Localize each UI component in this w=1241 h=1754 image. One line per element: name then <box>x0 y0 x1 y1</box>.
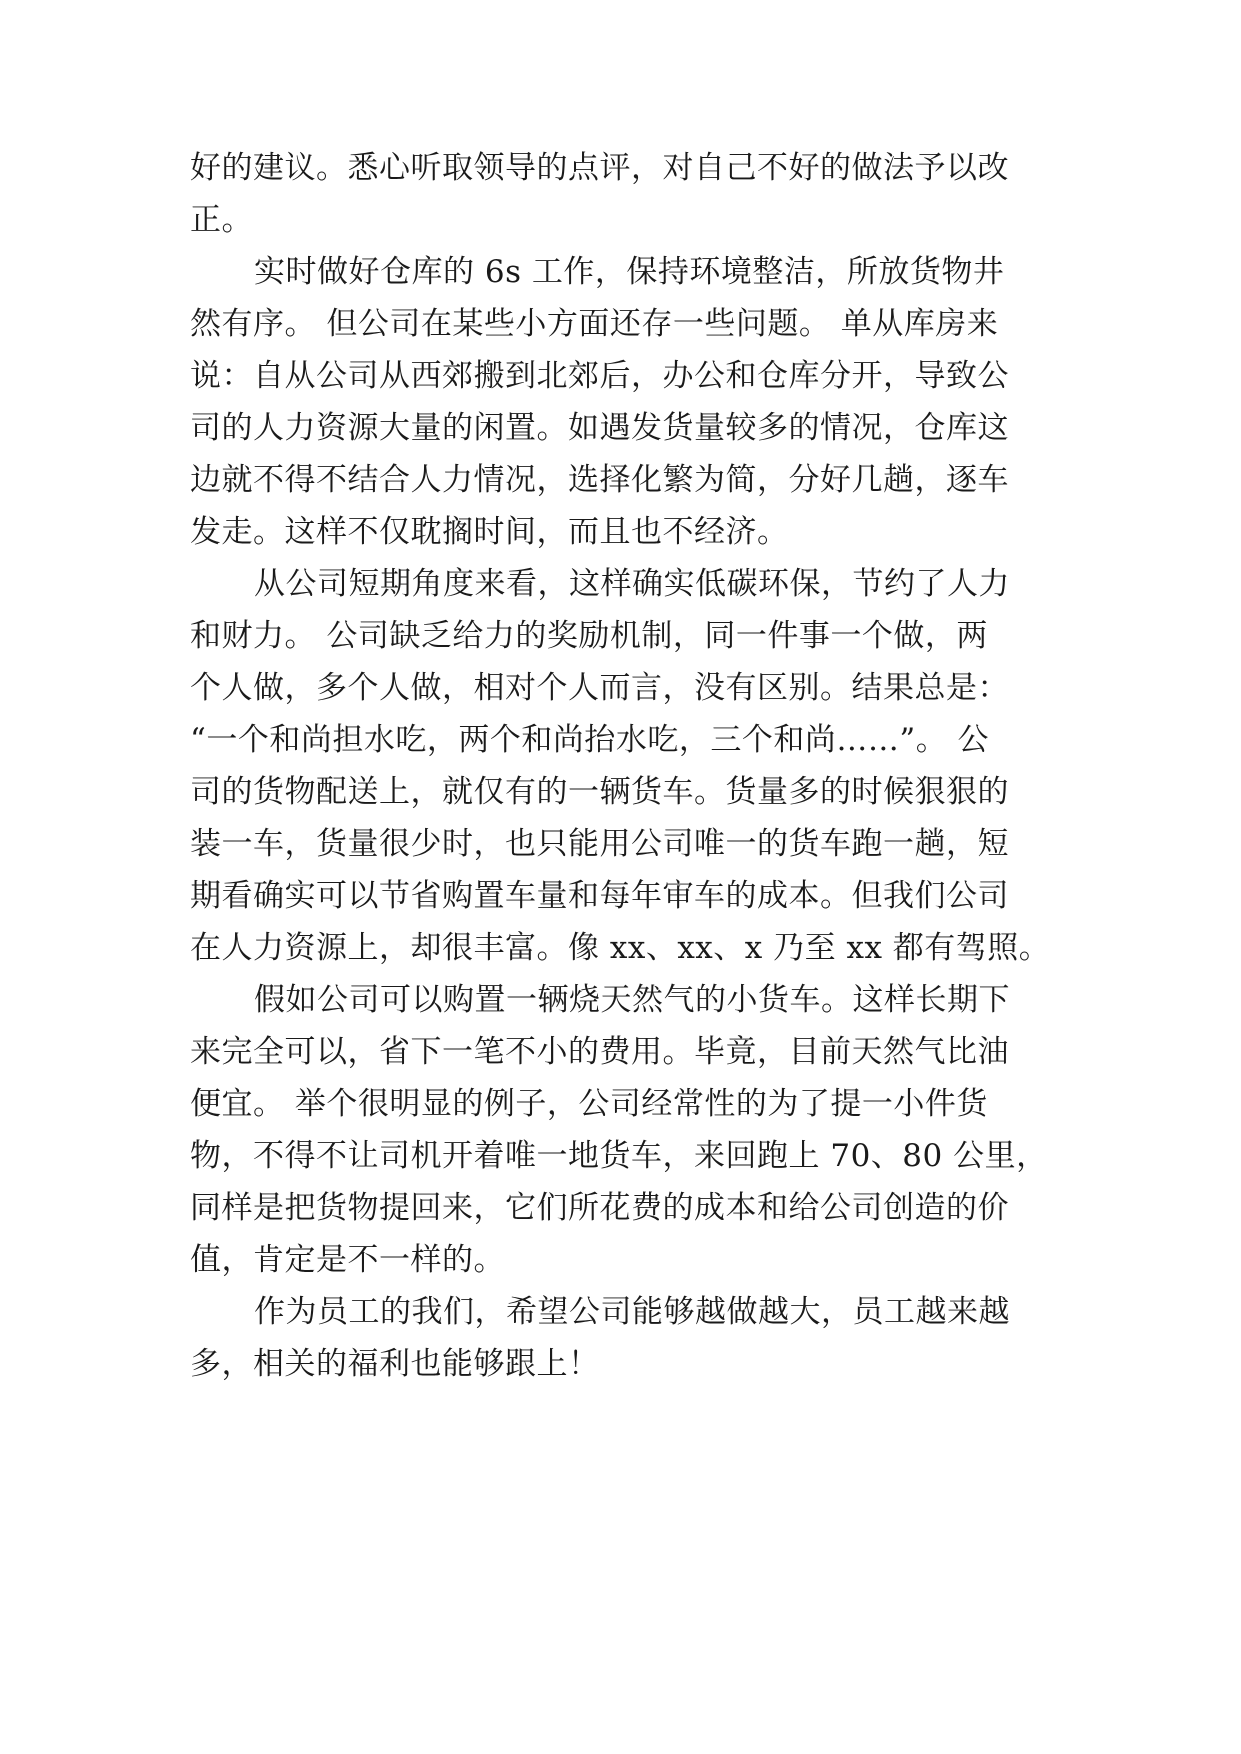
text-line: 好的建议。悉心听取领导的点评，对自己不好的做法予以改 <box>190 150 1009 186</box>
text-line: 个人做，多个人做，相对个人而言，没有区别。结果总是： <box>190 670 1009 706</box>
text-line: 物，不得不让司机开着唯一地货车，来回跑上 70、80 公里， <box>190 1138 1048 1174</box>
text-line: 从公司短期角度来看，这样确实低碳环保，节约了人力 <box>254 566 1010 602</box>
text-line: 正。 <box>190 202 253 238</box>
text-line: 期看确实可以节省购置车量和每年审车的成本。但我们公司 <box>190 878 1009 914</box>
text-line: 在人力资源上，却很丰富。像 xx、xx、x 乃至 xx 都有驾照。 <box>190 930 1051 966</box>
text-line: 多，相关的福利也能够跟上！ <box>190 1346 600 1382</box>
text-line: 同样是把货物提回来，它们所花费的成本和给公司创造的价 <box>190 1190 1009 1226</box>
text-line: 装一车，货量很少时，也只能用公司唯一的货车跑一趟，短 <box>190 826 1009 862</box>
text-line: 便宜。 举个很明显的例子，公司经常性的为了提一小件货 <box>190 1086 988 1122</box>
text-line: 假如公司可以购置一辆烧天然气的小货车。这样长期下 <box>254 982 1010 1018</box>
text-line: 来完全可以，省下一笔不小的费用。毕竟，目前天然气比油 <box>190 1034 1009 1070</box>
text-line: 司的货物配送上，就仅有的一辆货车。货量多的时候狠狠的 <box>190 774 1009 810</box>
text-line: 作为员工的我们，希望公司能够越做越大，员工越来越 <box>254 1294 1010 1330</box>
text-line: 然有序。 但公司在某些小方面还存一些问题。 单从库房来 <box>190 306 999 342</box>
text-line: 边就不得不结合人力情况，选择化繁为简，分好几趟，逐车 <box>190 462 1009 498</box>
text-line: 和财力。 公司缺乏给力的奖励机制，同一件事一个做，两 <box>190 618 988 654</box>
text-line: “一个和尚担水吃，两个和尚抬水吃，三个和尚……”。 公 <box>190 722 990 758</box>
text-line: 实时做好仓库的 6s 工作，保持环境整洁，所放货物井 <box>254 254 1005 290</box>
text-line: 司的人力资源大量的闲置。如遇发货量较多的情况，仓库这 <box>190 410 1009 446</box>
text-line: 发走。这样不仅耽搁时间，而且也不经济。 <box>190 514 789 550</box>
text-line: 值，肯定是不一样的。 <box>190 1242 505 1278</box>
text-line: 说：自从公司从西郊搬到北郊后，办公和仓库分开，导致公 <box>190 358 1009 394</box>
